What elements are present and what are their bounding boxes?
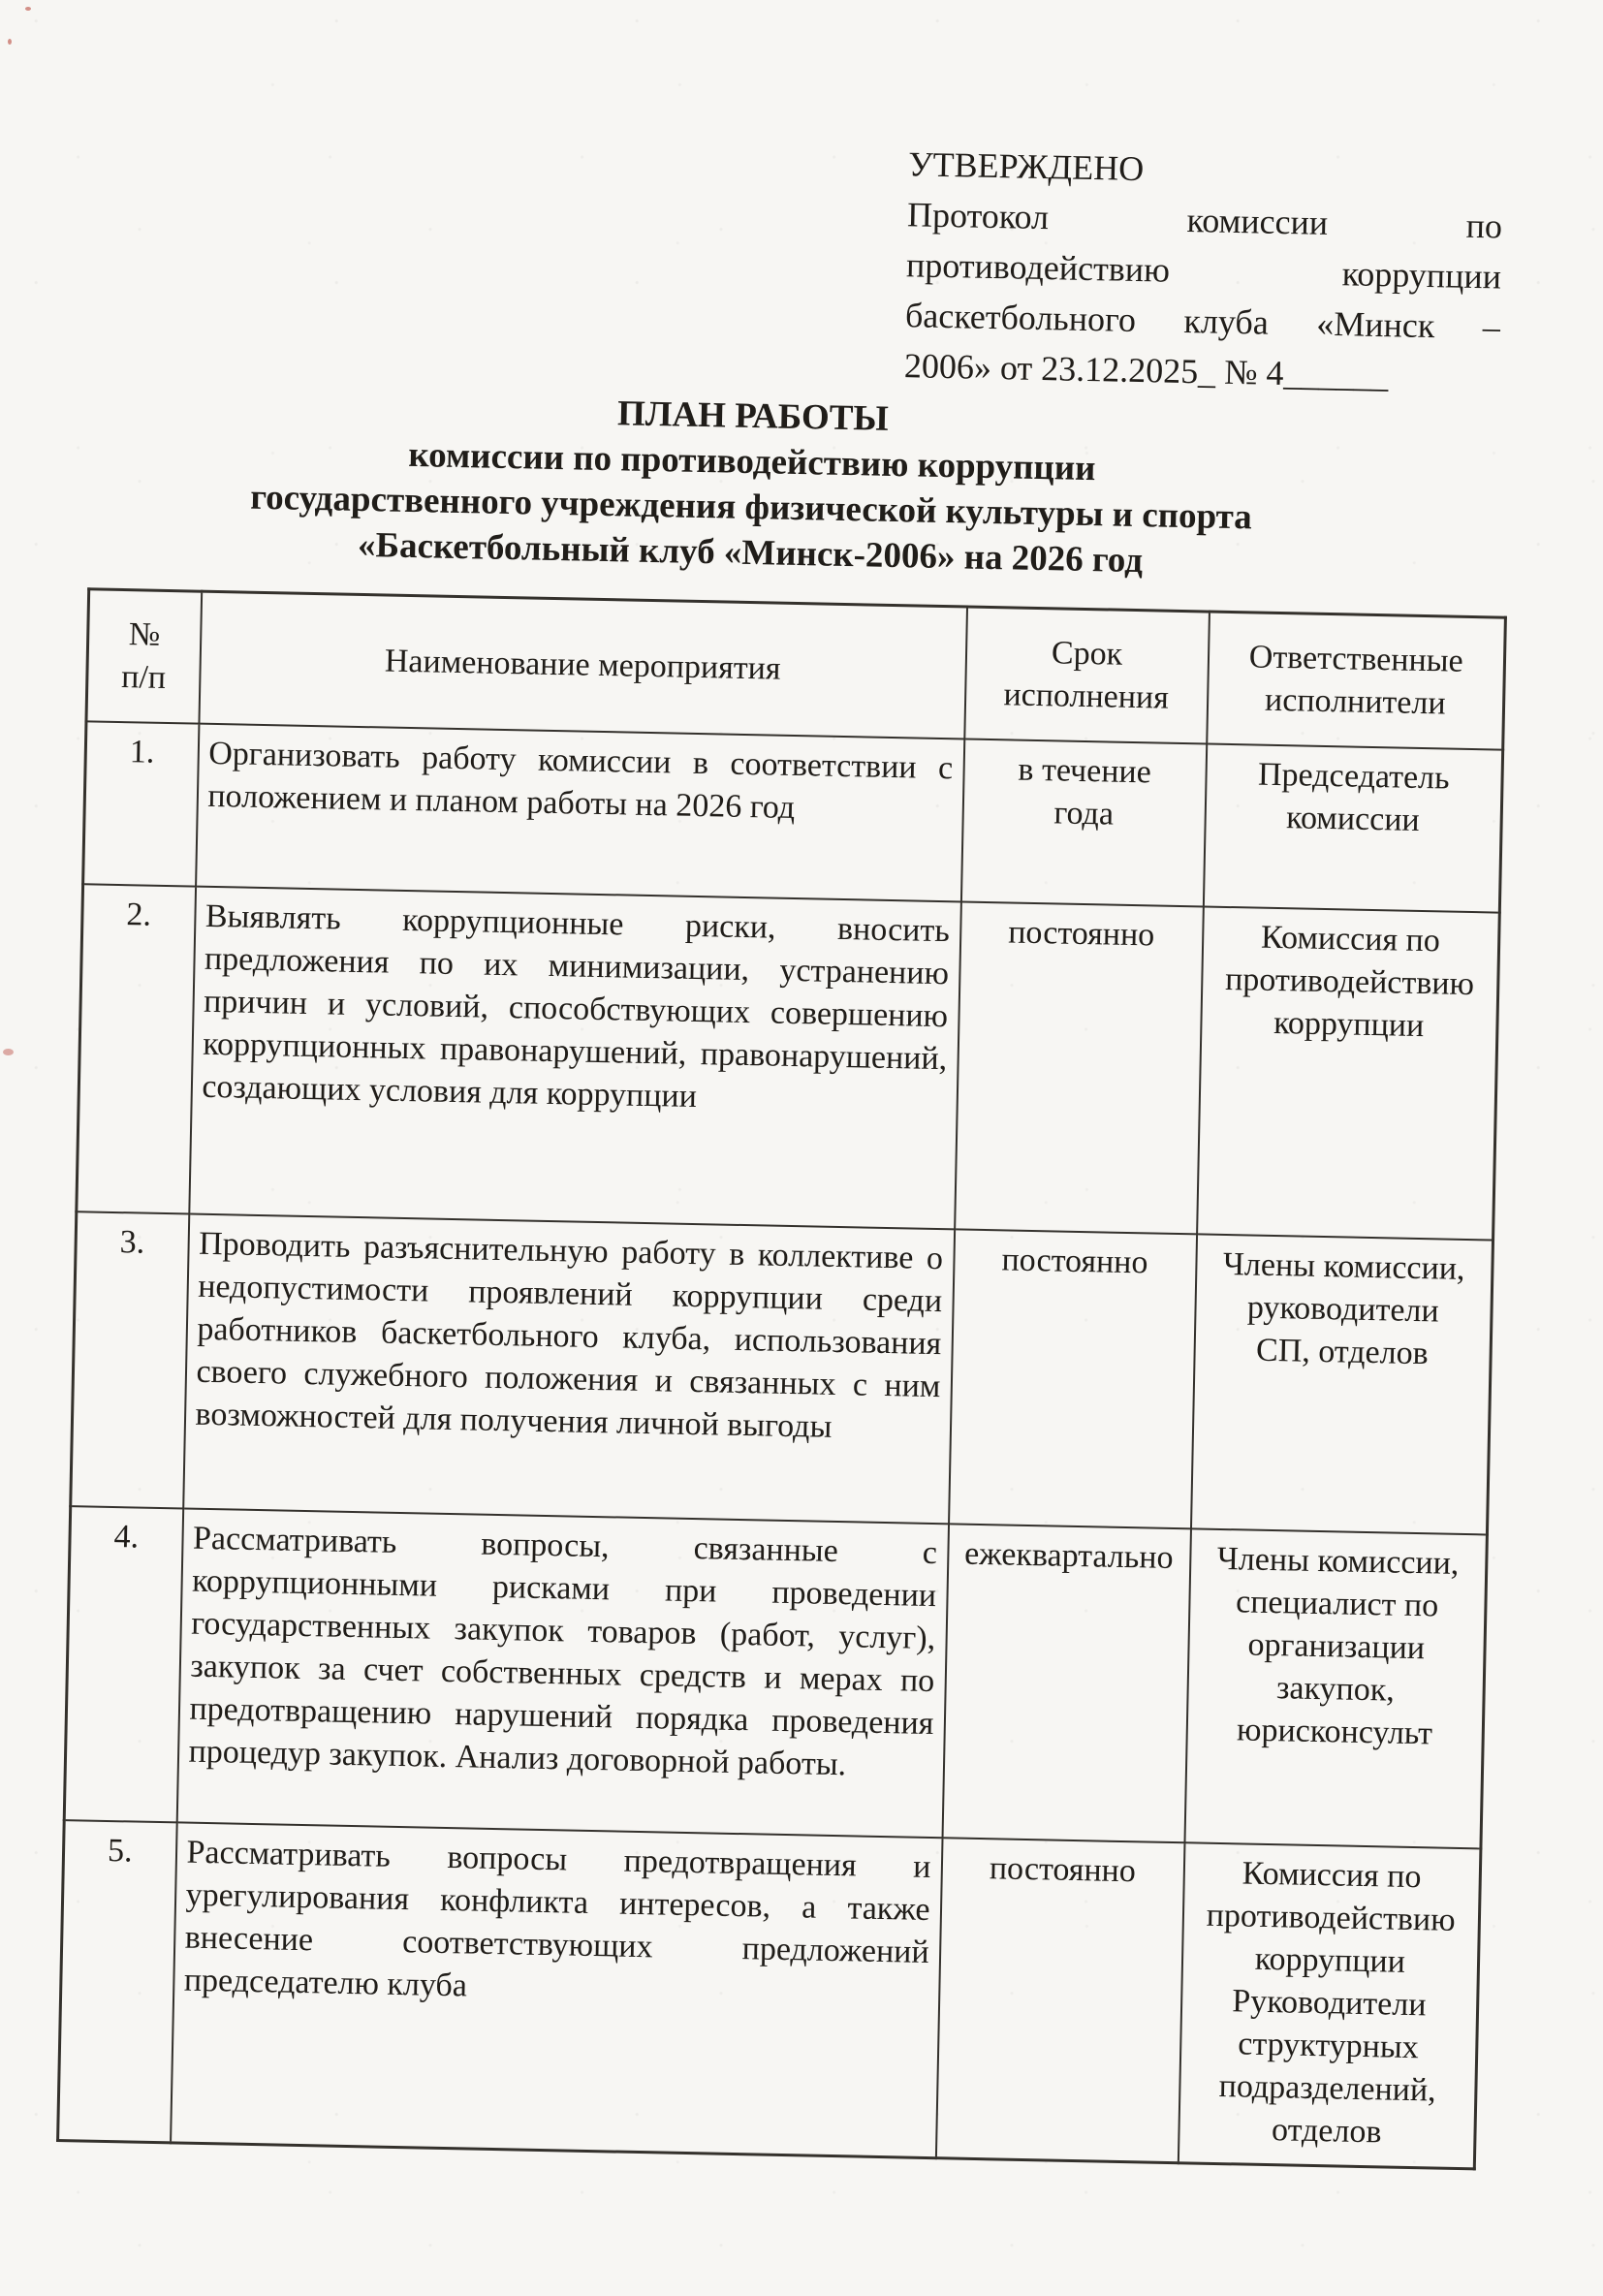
table-row [64,1506,1487,1848]
approval-date-number-line: 2006» от 23.12.2025_ № 4______ [903,340,1499,402]
work-plan-table [56,587,1507,2170]
row-term: ежеквартально [942,1524,1190,1842]
row-number: 5. [58,1820,177,2143]
table-row [58,1820,1481,2169]
header-activity: Наименование мероприятия [199,591,967,739]
row-activity: Проводить разъяснительную работу в коллективе о недопустимости проявлений коррупции среди работников баскетбольного клуба, использования своего служебного положения и связанных с ним возможностей для получения личной выгоды [183,1214,955,1525]
row-activity: Организовать работу комиссии в соответствии с положением и планом работы на 2026 год [196,724,964,902]
header-number: № п/п [86,589,202,724]
title-line-plan: ПЛАН РАБОТЫ [91,380,1416,452]
row-responsible: Комиссия по противодействию коррупции Руководители структурных подразделений, отделов [1178,1842,1481,2169]
row-activity: Рассматривать вопросы предотвращения и урегулирования конфликта интересов, а также внесение соответствующих предложений председателю клуба [171,1822,942,2157]
row-responsible: Члены комиссии, руководители СП, отделов [1190,1234,1493,1534]
approval-protocol-line: Протокол комиссии по [907,189,1503,251]
title-line-institution: государственного учреждения физической культуры и спорта [89,471,1414,543]
table-row [71,1211,1493,1534]
approval-stamp-word: УТВЕРЖДЕНО [908,139,1504,201]
row-term: постоянно [949,1229,1197,1528]
row-number: 1. [83,721,199,886]
header-term: Срок исполнения [964,607,1210,743]
row-term: постоянно [955,901,1204,1234]
approval-protocol-line: противодействию коррупции [906,239,1502,301]
row-number: 4. [64,1506,182,1822]
title-line-commission: комиссии по противодействию коррупции [90,425,1415,497]
row-responsible: Члены комиссии, специалист по организации закупок, юрисконсульт [1184,1528,1487,1848]
approval-block [903,139,1503,402]
row-number: 2. [77,884,196,1213]
title-line-club-year: «Баскетбольный клуб «Минск-2006» на 2026 год [88,517,1413,588]
row-term: в течение года [960,739,1206,906]
row-responsible: Председатель комиссии [1203,744,1502,913]
row-responsible: Комиссия по противодействию коррупции [1197,906,1500,1240]
approval-protocol-line: баскетбольного клуба «Минск – [905,290,1501,352]
table-row [83,721,1503,912]
table-row [77,884,1499,1240]
row-number: 3. [71,1211,189,1508]
page-title [88,380,1415,588]
row-activity: Рассматривать вопросы, связанные с коррупционными рисками при проведении государственных закупок товаров (работ, услуг), закупок за счет собственных средств и мерах по предотвращению нарушений порядка проведения процедур закупок. Анализ договорной работы. [176,1508,948,1838]
row-activity: Выявлять коррупционные риски, вносить предложения по их минимизации, устранению причин и условий, способствующих совершению коррупционных правонарушений, правонарушений, создающих условия для коррупции [189,887,961,1230]
row-term: постоянно [935,1838,1184,2162]
header-responsible: Ответственные исполнители [1207,612,1506,750]
